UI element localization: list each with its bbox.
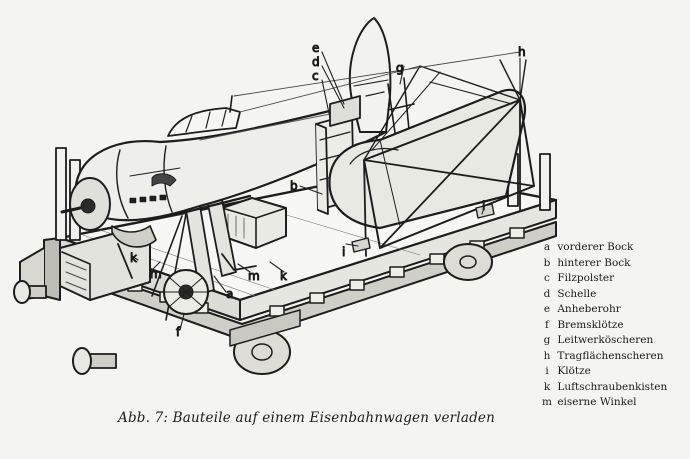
legend-key: k <box>543 380 551 393</box>
canopy <box>168 96 240 136</box>
callout-i-right: i <box>482 199 486 213</box>
callout-h: h <box>518 45 526 59</box>
legend-label: Filzpolster <box>557 272 615 284</box>
legend-label: vorderer Bock <box>557 241 634 253</box>
wheel-rear <box>444 244 492 280</box>
legend-label: Leitwerköscheren <box>557 334 654 346</box>
legend-key: f <box>545 318 549 331</box>
legend-key: i <box>545 365 549 377</box>
buffer-lower <box>73 348 116 374</box>
legend-label: Luftschraubenkisten <box>557 380 668 393</box>
legend-key: b <box>543 256 551 269</box>
legend-item-c <box>540 271 688 287</box>
legend-label: Anheberohr <box>557 303 621 315</box>
legend-label: eiserne Winkel <box>557 396 637 408</box>
figure-caption: Abb. 7: Bauteile auf einem Eisenbahnwagen verladen <box>118 410 495 426</box>
callout-k-right: k <box>280 269 287 283</box>
legend-label: Tragflächenscheren <box>557 349 664 362</box>
legend-key: c <box>544 272 550 284</box>
legend-item-i <box>540 364 688 380</box>
brake-wheel <box>164 270 208 314</box>
legend-item-k <box>540 380 688 396</box>
callout-a: a <box>226 287 234 301</box>
callout-k-left: k <box>130 251 137 265</box>
callout-b: b <box>290 179 298 193</box>
callout-m-left: m <box>150 267 162 281</box>
callout-c: c <box>312 69 319 83</box>
parts-legend <box>540 240 688 411</box>
legend-key: e <box>543 303 551 315</box>
callout-g: g <box>396 61 404 75</box>
legend-key: h <box>543 349 551 362</box>
legend-key: m <box>542 396 552 408</box>
legend-item-f <box>540 318 688 334</box>
legend-item-g <box>540 333 688 349</box>
legend-label: Klötze <box>557 365 591 377</box>
legend-label: Schelle <box>557 287 597 300</box>
legend-item-a <box>540 240 688 256</box>
legend-key: d <box>543 287 551 300</box>
callout-m-right: m <box>248 269 260 283</box>
legend-key: g <box>543 334 551 346</box>
legend-key: a <box>543 241 551 253</box>
legend-item-m <box>540 395 688 411</box>
legend-item-b <box>540 256 688 272</box>
callout-i-left: i <box>342 245 346 259</box>
callout-e: e <box>312 41 320 55</box>
callout-d: d <box>312 55 320 69</box>
legend-item-d <box>540 287 688 303</box>
legend-label: hinterer Bock <box>557 256 631 269</box>
legend-item-h <box>540 349 688 365</box>
legend-item-e <box>540 302 688 318</box>
legend-label: Bremsklötze <box>557 318 624 331</box>
callout-f: f <box>176 325 181 339</box>
